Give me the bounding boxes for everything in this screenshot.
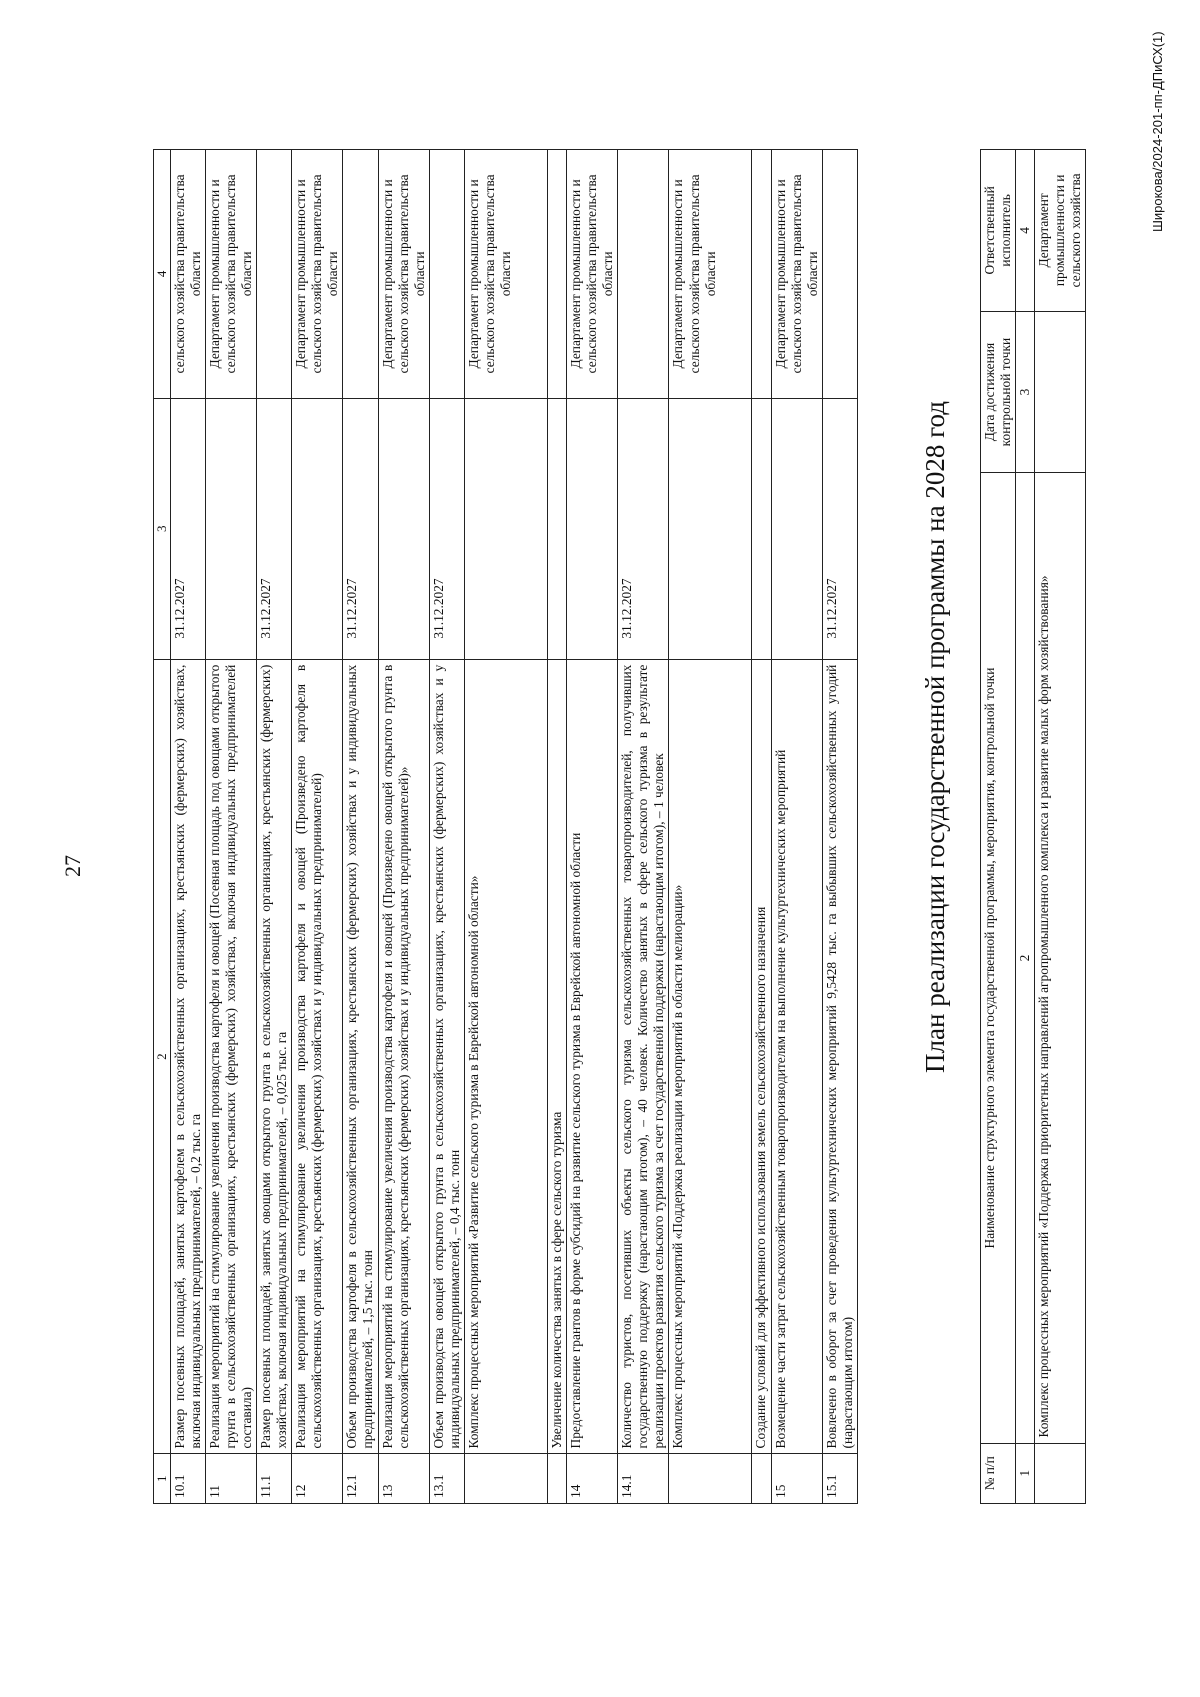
- column-number: 3: [154, 398, 171, 659]
- plan-table-continued: [153, 149, 858, 1504]
- table-row: [669, 150, 752, 1504]
- document-code: Широкова/2024-201-пп-ДПиСХ(1): [1150, 31, 1165, 232]
- row-date: [669, 398, 752, 659]
- row-text: Реализация мероприятий на стимулирование увеличения производства картофеля и овощей (Произведено овощей открытого грунта в сельскохозяйственных организациях, крестьянских (фермерских) хозяйствах и у индивидуальных предпринимателей)»: [378, 659, 429, 1454]
- table-row: [547, 150, 566, 1504]
- row-responsible: [429, 150, 464, 399]
- row-date: 31.12.2027: [429, 398, 464, 659]
- row-number: [547, 1454, 566, 1504]
- row-text: Увеличение количества занятых в сфере сельского туризма: [547, 659, 566, 1454]
- table-row: [822, 150, 857, 1504]
- column-number: 4: [1016, 150, 1035, 312]
- row-text: Вовлечено в оборот за счет проведения культуртехнических мероприятий 9,5428 тыс. га выбывших сельскохозяйственных угодий (нарастающим итогом): [822, 659, 857, 1454]
- row-number: 11: [205, 1454, 256, 1504]
- row-date: 31.12.2027: [256, 398, 291, 659]
- row-number: 12.1: [343, 1454, 378, 1504]
- row-text: Комплекс процессных мероприятий «Поддержка реализации мероприятий в области мелиорации»: [669, 659, 752, 1454]
- row-responsible: Департамент промышленности и сельского хозяйства правительства области: [292, 150, 343, 399]
- column-number: 2: [154, 659, 171, 1454]
- row-date: 31.12.2027: [343, 398, 378, 659]
- row-text: Возмещение части затрат сельскохозяйственным товаропроизводителям на выполнение культуртехнических мероприятий: [771, 659, 822, 1454]
- section-title: План реализации государственной программы на 2028 год: [920, 401, 950, 1073]
- row-responsible: [343, 150, 378, 399]
- table-row: [771, 150, 822, 1504]
- table-row: [618, 150, 669, 1504]
- row-number: 11.1: [256, 1454, 291, 1504]
- plan-table-2028: [980, 149, 1086, 1504]
- row-date: [205, 398, 256, 659]
- row-date: [378, 398, 429, 659]
- header-responsible: Ответственный исполнитель: [981, 150, 1016, 312]
- row-responsible: Департамент промышленности и сельского хозяйства правительства области: [567, 150, 618, 399]
- row-text: Количество туристов, посетивших объекты сельского туризма сельскохозяйственных товаропроизводителей, получивших государственную поддержку (нарастающим итогом), – 40 человек. Количество занятых в сфере сельского туризма в результате реализации проектов развития сельского туризма за счет государственной поддержки (нарастающим итогом), – 1 человек: [618, 659, 669, 1454]
- column-number: 1: [1016, 1443, 1035, 1503]
- row-number: 14: [567, 1454, 618, 1504]
- row-responsible: [547, 150, 566, 399]
- table-row: [292, 150, 343, 1504]
- table-row: [378, 150, 429, 1504]
- row-number: 15: [771, 1454, 822, 1504]
- row-text: Реализация мероприятий на стимулирование увеличения производства картофеля и овощей (Произведено картофеля в сельскохозяйственных организациях, крестьянских (фермерских) хозяйствах и у индивидуальных предпринимателей): [292, 659, 343, 1454]
- row-text: Размер посевных площадей, занятых овощами открытого грунта в сельскохозяйственных организациях, крестьянских (фермерских) хозяйствах, включая индивидуальных предпринимателей, – 0,025 тыс. га: [256, 659, 291, 1454]
- table-row: [567, 150, 618, 1504]
- row-number: 14.1: [618, 1454, 669, 1504]
- row-number: 13.1: [429, 1454, 464, 1504]
- row-date: 31.12.2027: [170, 398, 205, 659]
- header-date: Дата достижения контрольной точки: [981, 311, 1016, 473]
- row-number: [464, 1454, 547, 1504]
- table-header-row: [981, 150, 1016, 1504]
- header-name: Наименование структурного элемента государственной программы, мероприятия, контрольной точки: [981, 473, 1016, 1443]
- row-date: [567, 398, 618, 659]
- table-row: [429, 150, 464, 1504]
- column-number: 1: [154, 1454, 171, 1504]
- row-responsible: [822, 150, 857, 399]
- row-number: [752, 1454, 771, 1504]
- row-responsible: [752, 150, 771, 399]
- table-row: [343, 150, 378, 1504]
- row-number: [669, 1454, 752, 1504]
- row-number: 13: [378, 1454, 429, 1504]
- column-number-row: [154, 150, 171, 1504]
- row-date: [547, 398, 566, 659]
- column-number: 4: [154, 150, 171, 399]
- row-text: Реализация мероприятий на стимулирование увеличения производства картофеля и овощей (Посевная площадь под овощами открытого грунта в сельскохозяйственных организациях, крестьянских (фермерских) хозяйствах, включая индивидуальных предпринимателей составила): [205, 659, 256, 1454]
- row-text: Комплекс процессных мероприятий «Развитие сельского туризма в Еврейской автономной области»: [464, 659, 547, 1454]
- row-number: 15.1: [822, 1454, 857, 1504]
- row-responsible: Департамент промышленности и сельского хозяйства правительства области: [464, 150, 547, 399]
- row-responsible: [256, 150, 291, 399]
- row-responsible: сельского хозяйства правительства области: [170, 150, 205, 399]
- table-row: [256, 150, 291, 1504]
- row-date: [771, 398, 822, 659]
- row-text: Предоставление грантов в форме субсидий на развитие сельского туризма в Еврейской автономной области: [567, 659, 618, 1454]
- table-row: [1035, 150, 1086, 1504]
- row-responsible: Департамент промышленности и сельского хозяйства правительства области: [205, 150, 256, 399]
- table-row: [464, 150, 547, 1504]
- row-responsible: Департамент промышленности и сельского хозяйства правительства области: [771, 150, 822, 399]
- row-number: 10.1: [170, 1454, 205, 1504]
- row-text: Комплекс процессных мероприятий «Поддержка приоритетных направлений агропромышленного комплекса и развитие малых форм хозяйствования»: [1035, 473, 1086, 1443]
- row-responsible: [618, 150, 669, 399]
- column-number-row: [1016, 150, 1035, 1504]
- row-date: [292, 398, 343, 659]
- header-number: № п/п: [981, 1443, 1016, 1503]
- row-number: 12: [292, 1454, 343, 1504]
- column-number: 3: [1016, 311, 1035, 473]
- row-responsible: Департамент промышленности и сельского хозяйства правительства области: [378, 150, 429, 399]
- row-responsible: Департамент промышленности и сельского хозяйства правительства области: [669, 150, 752, 399]
- row-text: Создание условий для эффективного использования земель сельскохозяйственного назначения: [752, 659, 771, 1454]
- page-number: 27: [60, 855, 85, 877]
- row-number: [1035, 1443, 1086, 1503]
- row-date: [464, 398, 547, 659]
- row-date: [752, 398, 771, 659]
- row-text: Объем производства овощей открытого грунта в сельскохозяйственных организациях, крестьянских (фермерских) хозяйствах и у индивидуальных предпринимателей, – 0,4 тыс. тонн: [429, 659, 464, 1454]
- column-number: 2: [1016, 473, 1035, 1443]
- row-date: 31.12.2027: [822, 398, 857, 659]
- table-row: [205, 150, 256, 1504]
- table-row: [170, 150, 205, 1504]
- table-row: [752, 150, 771, 1504]
- row-text: Объем производства картофеля в сельскохозяйственных организациях, крестьянских (фермерских) хозяйствах и у индивидуальных предпринимателей, – 1,5 тыс. тонн: [343, 659, 378, 1454]
- row-responsible: Департамент промышленности и сельского хозяйства: [1035, 150, 1086, 312]
- row-text: Размер посевных площадей, занятых картофелем в сельскохозяйственных организациях, крестьянских (фермерских) хозяйствах, включая индивидуальных предпринимателей, – 0,2 тыс. га: [170, 659, 205, 1454]
- row-date: [1035, 311, 1086, 473]
- row-date: 31.12.2027: [618, 398, 669, 659]
